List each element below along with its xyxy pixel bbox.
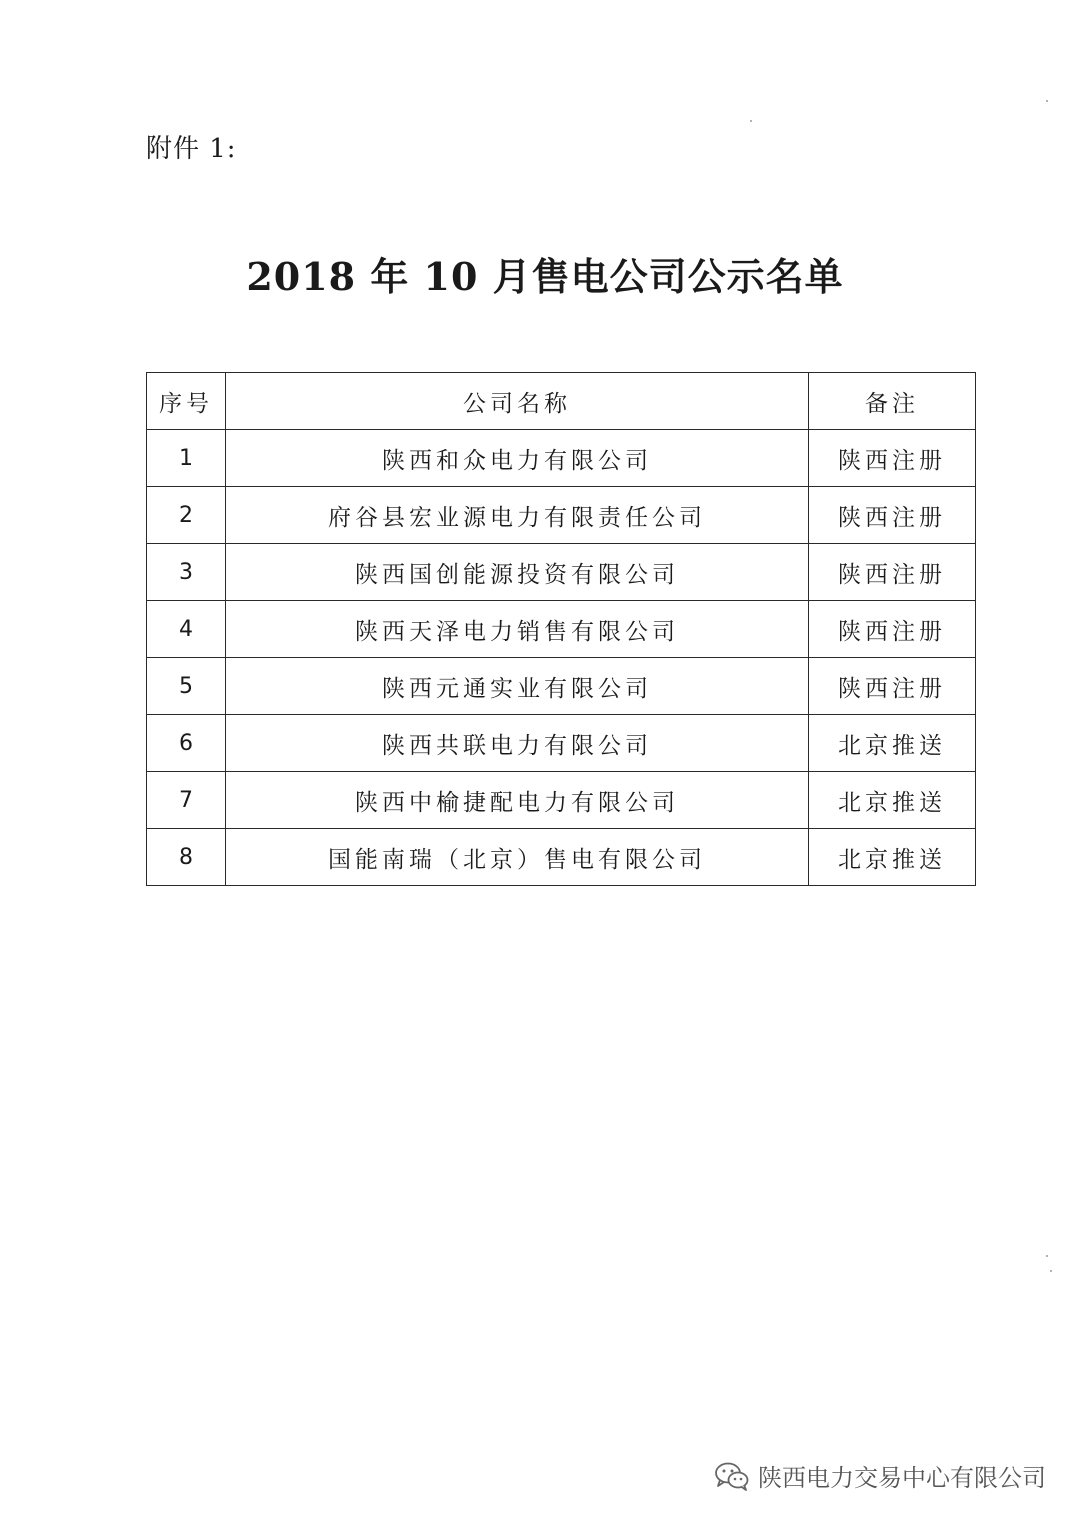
wechat-icon bbox=[714, 1461, 750, 1491]
watermark bbox=[714, 1458, 1046, 1493]
table-row bbox=[147, 601, 976, 658]
row-company-name: 陕西中榆捷配电力有限公司 bbox=[226, 772, 809, 829]
company-list-table bbox=[146, 372, 976, 886]
row-remark: 陕西注册 bbox=[809, 544, 976, 601]
watermark-text: 陕西电力交易中心有限公司 bbox=[758, 1464, 1046, 1492]
table-header-row bbox=[147, 373, 976, 430]
row-remark: 北京推送 bbox=[809, 772, 976, 829]
row-remark: 陕西注册 bbox=[809, 658, 976, 715]
row-company-name: 陕西和众电力有限公司 bbox=[226, 430, 809, 487]
row-index: 2 bbox=[147, 487, 226, 544]
row-remark: 北京推送 bbox=[809, 715, 976, 772]
header-index: 序号 bbox=[147, 373, 226, 430]
row-company-name: 府谷县宏业源电力有限责任公司 bbox=[226, 487, 809, 544]
row-company-name: 陕西共联电力有限公司 bbox=[226, 715, 809, 772]
row-index: 1 bbox=[147, 430, 226, 487]
table-row bbox=[147, 829, 976, 886]
row-remark: 北京推送 bbox=[809, 829, 976, 886]
table-row bbox=[147, 430, 976, 487]
table-row bbox=[147, 715, 976, 772]
row-index: 6 bbox=[147, 715, 226, 772]
header-remark: 备注 bbox=[809, 373, 976, 430]
table-row bbox=[147, 544, 976, 601]
scan-speck bbox=[1046, 1255, 1048, 1257]
row-company-name: 陕西天泽电力销售有限公司 bbox=[226, 601, 809, 658]
row-company-name: 陕西元通实业有限公司 bbox=[226, 658, 809, 715]
row-remark: 陕西注册 bbox=[809, 601, 976, 658]
row-index: 5 bbox=[147, 658, 226, 715]
row-company-name: 国能南瑞（北京）售电有限公司 bbox=[226, 829, 809, 886]
row-company-name: 陕西国创能源投资有限公司 bbox=[226, 544, 809, 601]
row-remark: 陕西注册 bbox=[809, 430, 976, 487]
table-row bbox=[147, 772, 976, 829]
scan-speck bbox=[1050, 1270, 1052, 1272]
row-remark: 陕西注册 bbox=[809, 487, 976, 544]
table-row bbox=[147, 658, 976, 715]
attachment-label: 附件 1: bbox=[146, 134, 237, 164]
row-index: 7 bbox=[147, 772, 226, 829]
scan-speck bbox=[1046, 100, 1048, 102]
row-index: 8 bbox=[147, 829, 226, 886]
row-index: 4 bbox=[147, 601, 226, 658]
scan-speck bbox=[750, 120, 752, 122]
document-title: 2018 年 10 月售电公司公示名单 bbox=[246, 254, 844, 299]
row-index: 3 bbox=[147, 544, 226, 601]
table-row bbox=[147, 487, 976, 544]
header-company-name: 公司名称 bbox=[226, 373, 809, 430]
